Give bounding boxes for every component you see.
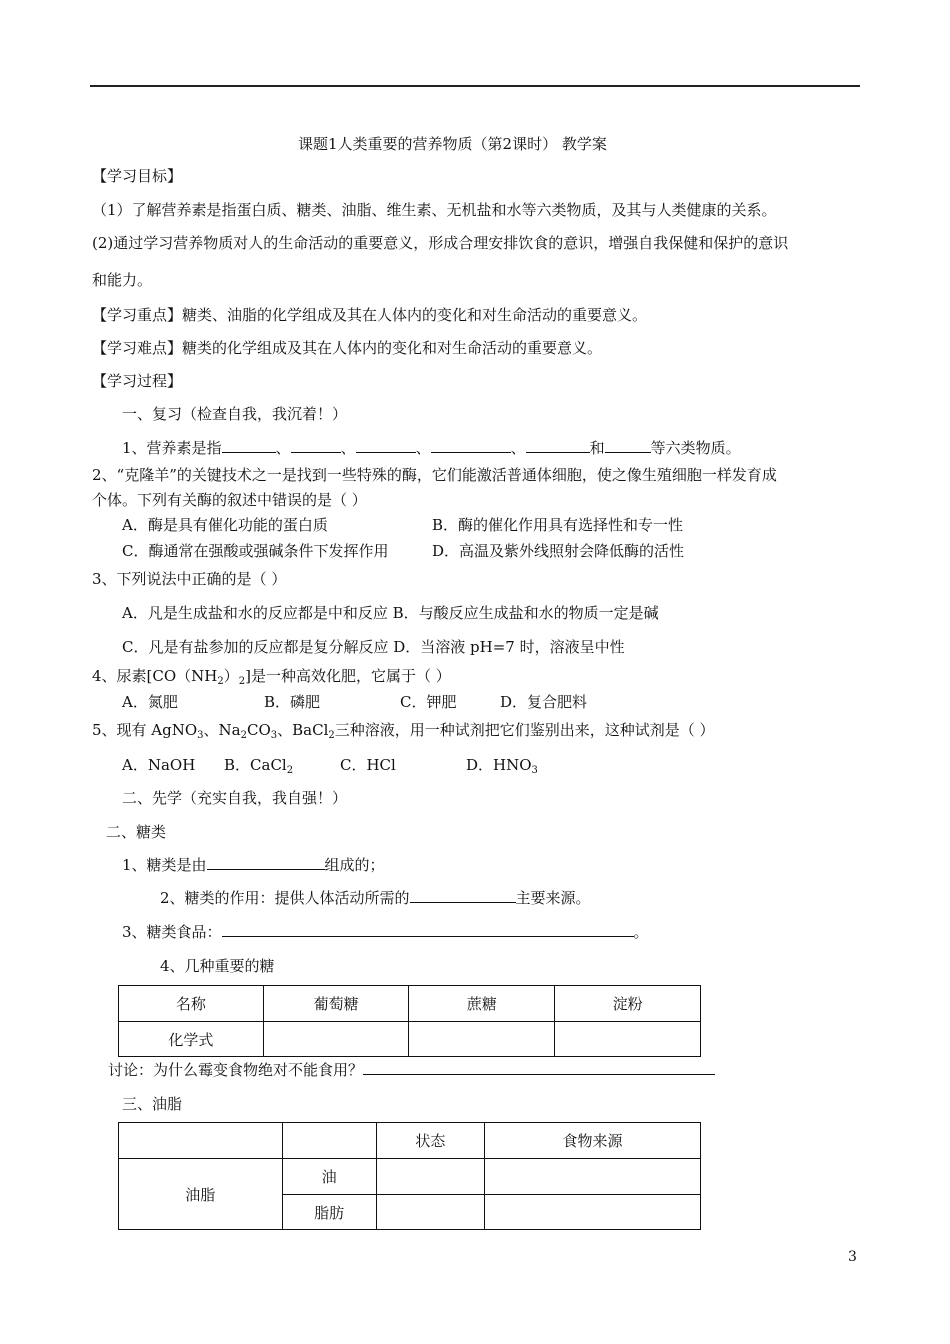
q4-text: 4、尿素[CO（NH [92, 667, 218, 685]
fat-row-fat: 脂肪 [282, 1195, 376, 1230]
table-cell[interactable] [484, 1195, 700, 1230]
table-header-glucose: 葡萄糖 [263, 986, 409, 1022]
question-4-stem [92, 666, 451, 686]
q3-options-cd: C．凡是有盐参加的反应都是复分解反应 D．当溶液 pH=7 时，溶液呈中性 [122, 638, 625, 656]
fat-row-label: 油脂 [119, 1159, 283, 1230]
review-heading: 一、复习（检查自我，我沉着！） [122, 405, 348, 423]
objectives-heading: 【学习目标】 [92, 167, 183, 185]
sugar-item-3 [122, 922, 649, 942]
table-cell [282, 1123, 376, 1159]
difficulty: 【学习难点】糖类的化学组成及其在人体内的变化和对生命活动的重要意义。 [92, 339, 603, 357]
answer-blank[interactable] [410, 888, 516, 903]
table-cell[interactable] [376, 1159, 484, 1195]
answer-blank[interactable] [222, 922, 634, 937]
sugar-3-text: 3、糖类食品： [122, 923, 222, 941]
table-cell[interactable] [263, 1022, 409, 1057]
separator: 、 [510, 439, 526, 457]
q3-options-ab: A．凡是生成盐和水的反应都是中和反应 B．与酸反应生成盐和水的物质一定是碱 [122, 604, 659, 622]
q5-text: CO [247, 721, 271, 739]
question-3-stem: 3、下列说法中正确的是（ ） [92, 570, 287, 588]
table-cell[interactable] [409, 1022, 555, 1057]
sugar-1-text: 1、糖类是由 [122, 856, 207, 874]
table-header-source: 食物来源 [484, 1123, 700, 1159]
subscript: 2 [238, 676, 246, 687]
answer-blank[interactable] [526, 438, 590, 453]
table-header-sucrose: 蔗糖 [409, 986, 555, 1022]
q5-option-b [224, 755, 293, 775]
question-1 [122, 438, 741, 458]
page-title: 课题1人类重要的营养物质（第2课时） 教学案 [298, 135, 607, 153]
objective-1: （1）了解营养素是指蛋白质、糖类、油脂、维生素、无机盐和水等六类物质，及其与人类健康的关系。 [92, 201, 777, 219]
answer-blank[interactable] [291, 438, 341, 453]
q1-suffix: 等六类物质。 [650, 439, 741, 457]
subscript: 2 [217, 676, 224, 687]
subscript: 2 [286, 765, 294, 776]
key-point: 【学习重点】糖类、油脂的化学组成及其在人体内的变化和对生命活动的重要意义。 [92, 306, 648, 324]
q5-text: 、BaCl [277, 721, 329, 739]
separator: 、 [340, 439, 356, 457]
q5-option-c: C．HCl [340, 756, 396, 774]
q4-text: ]是一种高效化肥，它属于（ ） [245, 667, 451, 685]
q5-d-text: D．HNO [466, 756, 532, 774]
fat-heading: 三、油脂 [122, 1095, 183, 1113]
question-2-stem-cont: 个体。下列有关酶的叙述中错误的是（ ） [92, 491, 367, 509]
answer-blank[interactable] [431, 438, 511, 453]
q5-text: 、Na [203, 721, 241, 739]
table-header-starch: 淀粉 [555, 986, 701, 1022]
q5-option-a: A．NaOH [122, 756, 196, 774]
q2-option-d: D．高温及紫外线照射会降低酶的活性 [432, 542, 685, 560]
question-5-stem [92, 720, 715, 740]
sugar-item-1 [122, 855, 385, 875]
subscript: 2 [328, 730, 335, 741]
table-cell[interactable] [376, 1195, 484, 1230]
question-2-stem: 2、“克隆羊”的关键技术之一是找到一些特殊的酶，它们能激活普通体细胞，使之像生殖细胞一样发育成 [92, 466, 777, 484]
answer-blank[interactable] [356, 438, 416, 453]
q4-option-d: D．复合肥料 [500, 693, 588, 711]
discussion [108, 1060, 715, 1080]
subscript: 3 [197, 730, 204, 741]
preview-heading: 二、先学（充实自我，我自强！） [122, 789, 348, 807]
subscript: 3 [270, 730, 278, 741]
separator: 、 [275, 439, 291, 457]
objective-2-cont: 和能力。 [92, 271, 153, 289]
header-rule [90, 85, 860, 87]
objective-2: (2)通过学习营养物质对人的生命活动的重要意义，形成合理安排饮食的意识，增强自我保健和保护的意识 [92, 234, 789, 252]
answer-blank[interactable] [363, 1060, 715, 1075]
conjunction: 和 [589, 439, 605, 457]
q4-option-b: B．磷肥 [264, 693, 321, 711]
table-row-label: 化学式 [119, 1022, 264, 1057]
answer-blank[interactable] [222, 438, 276, 453]
separator: 、 [415, 439, 431, 457]
process-heading: 【学习过程】 [92, 372, 183, 390]
page-number: 3 [848, 1249, 857, 1265]
q2-option-a: A．酶是具有催化功能的蛋白质 [122, 516, 328, 534]
fat-row-oil: 油 [282, 1159, 376, 1195]
fat-table [118, 1122, 701, 1230]
answer-blank[interactable] [605, 438, 651, 453]
sugar-3-text: 。 [633, 923, 649, 941]
table-header-name: 名称 [119, 986, 264, 1022]
sugar-2-text: 2、糖类的作用：提供人体活动所需的 [160, 889, 410, 907]
q4-text: ） [223, 667, 239, 685]
q5-b-text: B．CaCl [224, 756, 287, 774]
sugar-heading: 二、糖类 [106, 823, 167, 841]
table-cell [119, 1123, 283, 1159]
q5-option-d [466, 755, 538, 775]
subscript: 2 [240, 730, 247, 741]
table-cell[interactable] [555, 1022, 701, 1057]
sugar-1-text: 组成的； [324, 856, 385, 874]
q2-option-b: B．酶的催化作用具有选择性和专一性 [432, 516, 684, 534]
q4-option-c: C．钾肥 [400, 693, 457, 711]
q5-text: 5、现有 AgNO [92, 721, 198, 739]
sugar-2-text: 主要来源。 [515, 889, 591, 907]
sugar-table [118, 985, 701, 1057]
discussion-text: 讨论：为什么霉变食物绝对不能食用？ [108, 1061, 364, 1079]
subscript: 3 [531, 765, 538, 776]
sugar-item-2 [160, 888, 591, 908]
sugar-item-4: 4、几种重要的糖 [160, 957, 275, 975]
q1-prefix: 1、营养素是指 [122, 439, 222, 457]
table-cell[interactable] [484, 1159, 700, 1195]
answer-blank[interactable] [207, 855, 325, 870]
q5-text: 三种溶液，用一种试剂把它们鉴别出来，这种试剂是（ ） [334, 721, 715, 739]
table-header-state: 状态 [376, 1123, 484, 1159]
q2-option-c: C．酶通常在强酸或强碱条件下发挥作用 [122, 542, 389, 560]
q4-option-a: A．氮肥 [122, 693, 178, 711]
